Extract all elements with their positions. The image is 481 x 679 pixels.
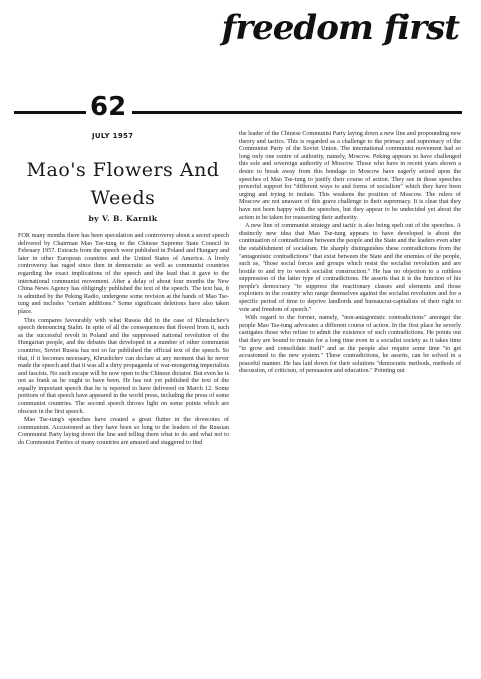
paragraph: With regard to the former, namely, "non-antagonistic contradictions" amongst the people Mao Tse-tung advocates a different course of action. In the first place he severly castigates those who refuse to admit the existence of such contradictions. He points out that they are bound to remain for a long time even in a socialist society as it takes time "to grow and consolidate itself" and as the people also require some time "to get accustomed to the new system." These contradictions, he asserts, can be solved in a peaceful manner. He has laid down for their solutions "democratic methods, methods of discussion, of criticism, of persuasion and education." Pointing out <box>239 314 461 375</box>
paragraph: the leader of the Chinese Communist Party laying down a new line and propounding new theory and tactics. This is regarded as a challenge to the primacy and supremacy of the Communist Party of the Soviet Union. The international communist movement had so long only one centre of authority, namely, Moscow. Peking appears to have challenged this sole and sovereign authority of Moscow. Those who have in recent years shown a desire to break away from this bondage to Moscow have eagerly seized upon the speeches of Mao Tse-tung to justify their course of action. They see in those speeches powerful support for "different ways to and forms of socialism" which they have been urging and trying to imitate. This weakens the position of Moscow. The rulers of Moscow are not unaware of this grave challenge to their supremacy. It is clear that they have not been happy with the speeches, but they appear to be undecided yet about the action to be taken for reasserting their authority. <box>239 130 461 221</box>
article-title: Mao's Flowers And Weeds <box>26 159 220 209</box>
paragraph: FOR many months there has been speculation and controversy about a secret speech delivered by Chairman Mao Tse-tung to the Chinese Supreme State Council in February 1957. Extracts from the speech were published in Poland and Hungary and later in other European countries and the United States of America. A lively controversy has raged since then in democratic as well as communist countries regarding the exact implications of the speech and the lead that it gave to the international communist movement. After a delay of about four months the New China News Agency has obligingly published the text of the speech. The text has, it is admitted by the Peking Radio, undergone some revision at the hands of Mao Tse-tung and includes "certain additions." Some significant deletions have also taken place. <box>18 232 229 315</box>
paragraph: This compares favourably with what Russia did in the case of Khrushchev's speech denouncing Stalin. In spite of all the consequences that flowed from it, such as the successful revolt in Poland and the suppressed national revolution of the Hungarian people, and the debates that developed in a number of other communist countries, Soviet Russia has not so far published the official text of the speech. So that, if it becomes necessary, Khrushchev can declare at any moment that he never made the speech and that it was all a dirty propaganda of war-mongering imperialists and fascists. No such escape will be now open to the Chinese dictator. But even he is not as frank as he ought to have been. He has not yet published the text of the equally important speech that he is reported to have delivered on March 12. Some portions of that speech have appeared in the world press, including the press of some communist countries. The second speech throws light on some points which are obscure in the first speech. <box>18 316 229 415</box>
paragraph: A new line of communist strategy and tactic is also being spelt out of the speeches. A distinctly new idea that Mao Tse-tung appears to have developed is about the continuation of contradictions between the people and the State and the leaders even after the establishment of socialism. He sharply distinguishes these contradictions from the "antagonistic contradictions" that exist between the State and the enemies of the people, such as, "those social forces and groups which resist the socialist revolution and are hostile to and try to wreck socialist construction." He has no objection to a ruthless suppression of the latter type of contradictions. He asserts that it is the function of his people's democracy "to suppress the reactionary classes and elements and those exploiters in the country who range themselves against the socialist revolution and for a specific period of time to deprive landlords and bureaucrat-capitalists of their right to vote and freedom of speech." <box>239 222 461 313</box>
right-column <box>239 130 461 376</box>
rule-right <box>132 111 462 114</box>
byline: by V. B. Karnik <box>88 214 158 223</box>
issue-date: JULY 1957 <box>92 132 134 140</box>
issue-number: 62 <box>90 92 127 122</box>
masthead: freedom first <box>221 8 459 48</box>
paragraph: Mao Tse-tung's speeches have created a great flutter in the dovecotes of communism. Accustomed as they have been so long to the leaders of the Russian Communist Party laying down the line and telling them what to do and what not to do Communist Parties of many countries are amazed and staggered to find <box>18 416 229 447</box>
rule-left <box>14 111 86 114</box>
left-column <box>18 232 229 448</box>
